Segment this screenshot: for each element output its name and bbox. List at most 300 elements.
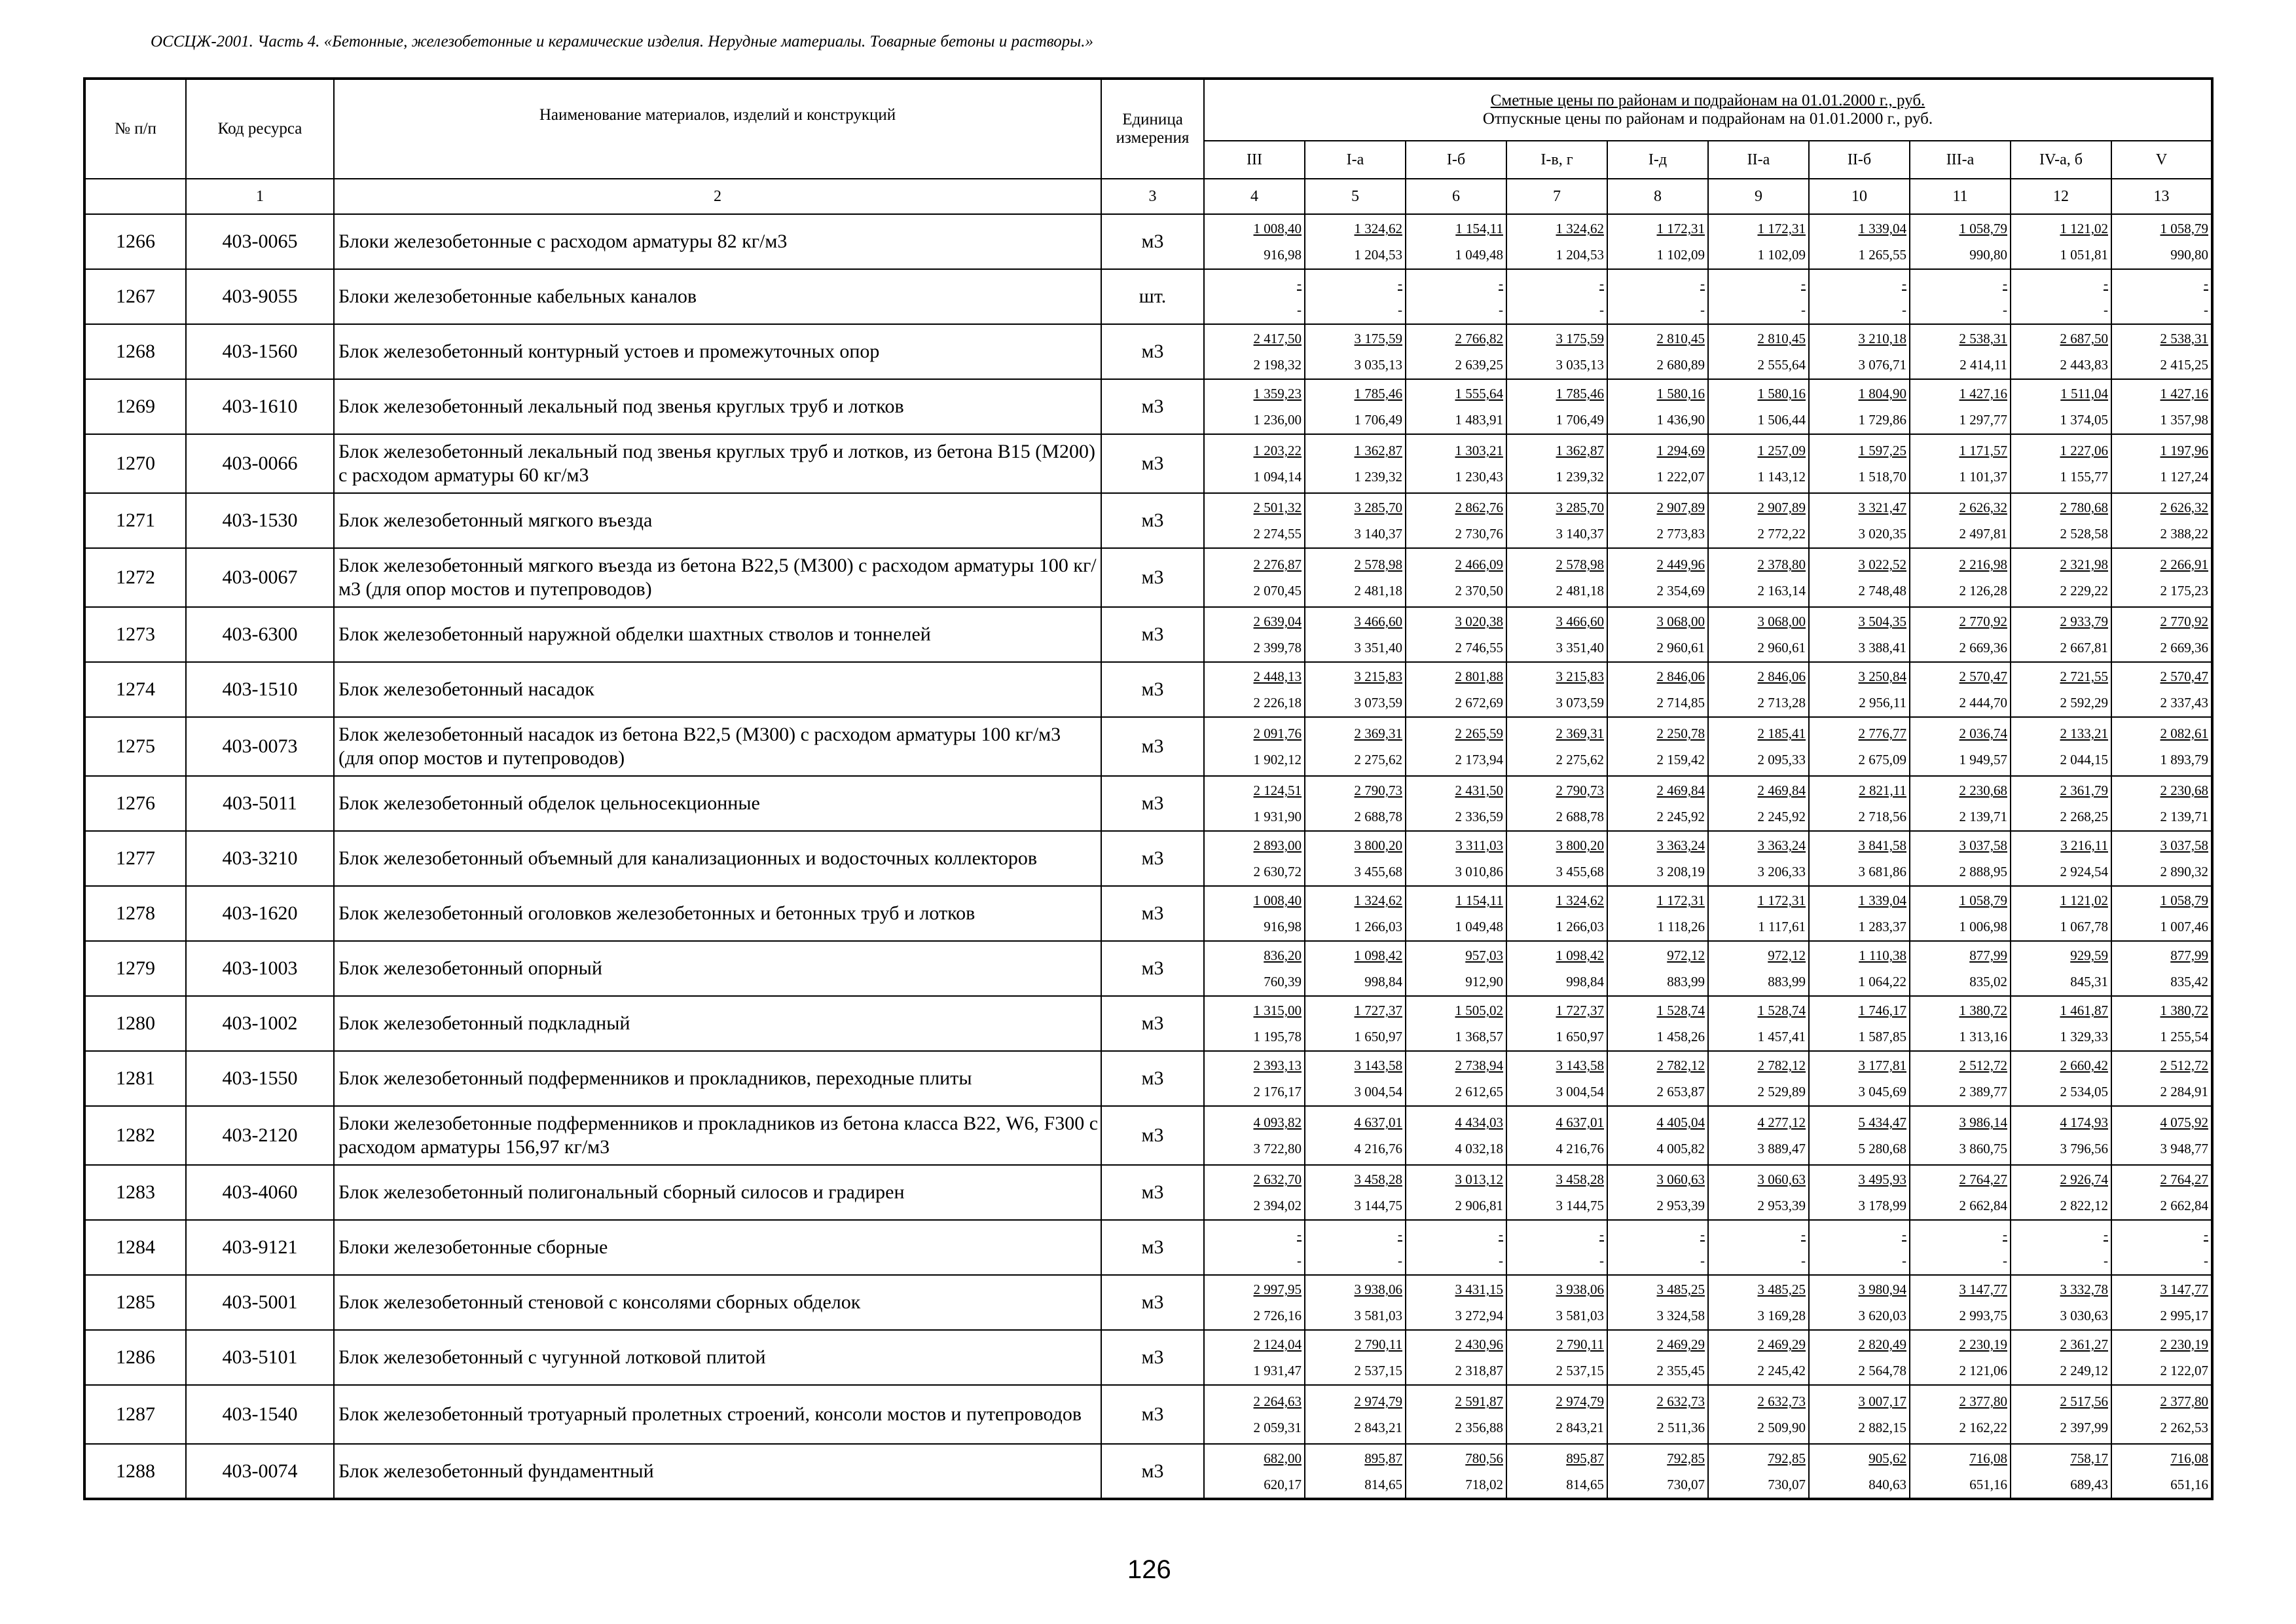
release-price: 1 518,70 <box>1858 469 1906 485</box>
price-cell <box>1305 1165 1406 1220</box>
estimate-price: 1 427,16 <box>2160 386 2209 401</box>
table-row <box>84 434 2212 493</box>
estimate-price: 2 810,45 <box>1656 331 1705 346</box>
table-row <box>84 831 2212 886</box>
estimate-price: 1 257,09 <box>1757 443 1806 458</box>
estimate-price: 3 363,24 <box>1757 838 1806 853</box>
release-price: 1 297,77 <box>1959 412 2007 428</box>
release-price: 2 672,69 <box>1455 695 1503 710</box>
price-cell <box>1708 1051 1809 1106</box>
estimate-price: 2 776,77 <box>1858 726 1906 741</box>
price-cell <box>1607 831 1708 886</box>
table-row <box>84 1165 2212 1220</box>
estimate-price: 1 727,37 <box>1354 1003 1402 1018</box>
release-price: 4 005,82 <box>1656 1141 1705 1156</box>
price-cell <box>1305 717 1406 776</box>
estimate-price: 2 469,29 <box>1656 1337 1705 1352</box>
release-price: 2 397,99 <box>2060 1420 2108 1435</box>
table-row <box>84 493 2212 548</box>
release-price: - <box>1700 1253 1705 1268</box>
price-cell <box>1406 996 1506 1051</box>
estimate-price: 1 058,79 <box>1959 221 2007 236</box>
release-price: 2 354,69 <box>1656 583 1705 599</box>
price-cell <box>1506 214 1607 269</box>
estimate-price: 2 782,12 <box>1757 1058 1806 1073</box>
price-cell <box>1506 1106 1607 1165</box>
price-cell <box>1708 379 1809 434</box>
estimate-price: 1 294,69 <box>1656 443 1705 458</box>
estimate-price: 2 933,79 <box>2060 614 2108 629</box>
estimate-price: 2 893,00 <box>1253 838 1302 853</box>
estimate-price: 1 203,22 <box>1253 443 1302 458</box>
price-cell <box>2011 776 2111 831</box>
unit: м3 <box>1101 548 1204 607</box>
price-cell <box>1809 1051 1910 1106</box>
unit: м3 <box>1101 1444 1204 1499</box>
estimate-price: 3 013,12 <box>1455 1172 1503 1187</box>
release-price: 1 893,79 <box>2160 752 2209 767</box>
estimate-price: 1 362,87 <box>1556 443 1604 458</box>
price-cell <box>1910 941 2011 996</box>
release-price: 1 587,85 <box>1858 1029 1906 1044</box>
estimate-price: 2 926,74 <box>2060 1172 2108 1187</box>
release-price: 2 126,28 <box>1959 583 2007 599</box>
estimate-price: 2 639,04 <box>1253 614 1302 629</box>
material-name: Блок железобетонный насадок <box>334 662 1101 717</box>
price-cell <box>1406 1165 1506 1220</box>
resource-code: 403-1610 <box>186 379 334 434</box>
resource-code: 403-5001 <box>186 1275 334 1330</box>
release-price: 2 726,16 <box>1253 1308 1302 1323</box>
price-cell <box>1607 1165 1708 1220</box>
release-price: 620,17 <box>1264 1476 1302 1492</box>
estimate-price: 792,85 <box>1768 1450 1806 1466</box>
region-header: II-б <box>1809 141 1910 179</box>
estimate-price: - <box>2104 276 2108 291</box>
estimate-price: 3 250,84 <box>1858 669 1906 684</box>
price-cell <box>1406 324 1506 379</box>
release-price: 1 101,37 <box>1959 469 2007 485</box>
release-price: 3 010,86 <box>1455 864 1503 879</box>
price-cell <box>2111 1106 2212 1165</box>
release-price: 2 268,25 <box>2060 809 2108 824</box>
price-cell <box>1204 269 1305 324</box>
price-cell <box>1305 886 1406 941</box>
price-cell <box>2011 1220 2111 1275</box>
release-price: 2 162,22 <box>1959 1420 2007 1435</box>
price-cell <box>2011 1330 2111 1385</box>
estimate-price: 2 448,13 <box>1253 669 1302 684</box>
estimate-price: 2 393,13 <box>1253 1058 1302 1073</box>
price-title-estimate: Сметные цены по районам и подрайонам на 01.01.2000 г., руб. <box>1490 92 1925 109</box>
estimate-price: 2 321,98 <box>2060 557 2108 572</box>
estimate-price: 3 485,25 <box>1757 1282 1806 1297</box>
release-price: 3 073,59 <box>1556 695 1604 710</box>
price-cell <box>1809 776 1910 831</box>
estimate-price: - <box>1700 276 1705 291</box>
release-price: 1 102,09 <box>1656 247 1705 263</box>
row-number: 1272 <box>84 548 186 607</box>
price-cell <box>2111 269 2212 324</box>
release-price: 2 318,87 <box>1455 1363 1503 1378</box>
price-cell <box>1809 548 1910 607</box>
price-cell <box>1708 548 1809 607</box>
release-price: 2 139,71 <box>2160 809 2209 824</box>
price-cell <box>1506 1385 1607 1444</box>
estimate-price: 1 058,79 <box>2160 893 2209 908</box>
page-number: 126 <box>1127 1555 1171 1584</box>
release-price: 3 045,69 <box>1858 1084 1906 1099</box>
price-cell <box>1607 941 1708 996</box>
release-price: 2 675,09 <box>1858 752 1906 767</box>
estimate-price: 2 801,88 <box>1455 669 1503 684</box>
estimate-price: 2 369,31 <box>1354 726 1402 741</box>
row-number: 1268 <box>84 324 186 379</box>
release-price: 2 713,28 <box>1757 695 1806 710</box>
price-cell <box>1607 1444 1708 1499</box>
release-price: 2 956,11 <box>1859 695 1906 710</box>
release-price: 2 176,17 <box>1253 1084 1302 1099</box>
release-price: 1 007,46 <box>2160 919 2209 934</box>
release-price: 1 049,48 <box>1455 919 1503 934</box>
estimate-price: 2 369,31 <box>1556 726 1604 741</box>
unit: м3 <box>1101 1385 1204 1444</box>
resource-code: 403-0067 <box>186 548 334 607</box>
release-price: 2 249,12 <box>2060 1363 2108 1378</box>
release-price: 2 443,83 <box>2060 357 2108 373</box>
document-header: ОССЦЖ-2001. Часть 4. «Бетонные, железобетонные и керамические изделия. Нерудные материалы. Товарные бетоны и растворы.» <box>151 33 1093 50</box>
estimate-price: 957,03 <box>1465 948 1503 963</box>
region-header: II-а <box>1708 141 1809 179</box>
resource-code: 403-9121 <box>186 1220 334 1275</box>
price-cell <box>1305 1385 1406 1444</box>
price-cell <box>1910 996 2011 1051</box>
release-price: 3 144,75 <box>1354 1198 1402 1213</box>
estimate-price: 1 785,46 <box>1556 386 1604 401</box>
estimate-price: 2 185,41 <box>1757 726 1806 741</box>
price-cell <box>2011 662 2111 717</box>
release-price: 814,65 <box>1566 1476 1604 1492</box>
release-price: 2 639,25 <box>1455 357 1503 373</box>
release-price: 1 650,97 <box>1556 1029 1604 1044</box>
release-price: 814,65 <box>1364 1476 1402 1492</box>
estimate-price: 3 332,78 <box>2060 1282 2108 1297</box>
unit: м3 <box>1101 434 1204 493</box>
estimate-price: 929,59 <box>2070 948 2108 963</box>
price-cell <box>1809 1165 1910 1220</box>
estimate-price: 3 321,47 <box>1858 500 1906 515</box>
release-price: 3 030,63 <box>2060 1308 2108 1323</box>
release-price: 2 274,55 <box>1253 526 1302 542</box>
price-cell <box>1305 1051 1406 1106</box>
release-price: 2 843,21 <box>1556 1420 1604 1435</box>
price-cell <box>1910 1051 2011 1106</box>
price-cell <box>1607 1051 1708 1106</box>
column-number: 7 <box>1506 179 1607 214</box>
estimate-price: - <box>2003 1227 2007 1242</box>
price-cell <box>1305 776 1406 831</box>
price-cell <box>1607 1275 1708 1330</box>
price-cell <box>1406 886 1506 941</box>
price-cell <box>1708 269 1809 324</box>
release-price: 2 284,91 <box>2160 1084 2209 1099</box>
estimate-price: 2 766,82 <box>1455 331 1503 346</box>
price-cell <box>1809 717 1910 776</box>
material-name: Блоки железобетонные кабельных каналов <box>334 269 1101 324</box>
price-cell <box>1809 662 1910 717</box>
price-cell <box>2011 1275 2111 1330</box>
release-price: 1 706,49 <box>1556 412 1604 428</box>
price-cell <box>1506 1220 1607 1275</box>
price-cell <box>1406 941 1506 996</box>
price-cell <box>1506 717 1607 776</box>
release-price: 2 748,48 <box>1858 583 1906 599</box>
unit: м3 <box>1101 1220 1204 1275</box>
material-name: Блок железобетонный подкладный <box>334 996 1101 1051</box>
release-price: 689,43 <box>2070 1476 2108 1492</box>
estimate-price: 1 505,02 <box>1455 1003 1503 1018</box>
price-cell <box>2011 214 2111 269</box>
price-cell <box>1910 662 2011 717</box>
estimate-price: 2 820,49 <box>1858 1337 1906 1352</box>
estimate-price: 2 846,06 <box>1656 669 1705 684</box>
price-cell <box>1406 1330 1506 1385</box>
estimate-price: 3 485,25 <box>1656 1282 1705 1297</box>
column-number: 1 <box>186 179 334 214</box>
estimate-price: 877,99 <box>2170 948 2209 963</box>
estimate-price: 2 230,19 <box>1959 1337 2007 1352</box>
estimate-price: 3 216,11 <box>2060 838 2108 853</box>
release-price: 1 102,09 <box>1757 247 1806 263</box>
unit: м3 <box>1101 1165 1204 1220</box>
column-number: 9 <box>1708 179 1809 214</box>
resource-code: 403-4060 <box>186 1165 334 1220</box>
release-price: 2 121,06 <box>1959 1363 2007 1378</box>
price-cell <box>1910 434 2011 493</box>
estimate-price: 5 434,47 <box>1858 1115 1906 1130</box>
price-cell <box>1607 886 1708 941</box>
estimate-price: 3 020,38 <box>1455 614 1503 629</box>
release-price: - <box>2003 302 2007 318</box>
estimate-price: 3 143,58 <box>1556 1058 1604 1073</box>
resource-code: 403-6300 <box>186 607 334 662</box>
release-price: 2 960,61 <box>1757 640 1806 655</box>
release-price: 2 044,15 <box>2060 752 2108 767</box>
column-number: 4 <box>1204 179 1305 214</box>
release-price: 1 117,61 <box>1758 919 1806 934</box>
unit: м3 <box>1101 1051 1204 1106</box>
release-price: 651,16 <box>1969 1476 2007 1492</box>
release-price: 1 266,03 <box>1556 919 1604 934</box>
price-cell <box>2011 324 2111 379</box>
material-name: Блок железобетонный наружной обделки шахтных стволов и тоннелей <box>334 607 1101 662</box>
price-cell <box>1809 1106 1910 1165</box>
estimate-price: 1 098,42 <box>1354 948 1402 963</box>
price-cell <box>2011 493 2111 548</box>
estimate-price: 3 007,17 <box>1858 1393 1906 1409</box>
row-number: 1275 <box>84 717 186 776</box>
estimate-price: 2 469,29 <box>1757 1337 1806 1352</box>
material-name: Блок железобетонный объемный для канализационных и водосточных коллекторов <box>334 831 1101 886</box>
price-cell <box>1607 1385 1708 1444</box>
estimate-price: 1 154,11 <box>1455 221 1503 236</box>
estimate-price: 2 264,63 <box>1253 1393 1302 1409</box>
column-number: 5 <box>1305 179 1406 214</box>
estimate-price: 1 008,40 <box>1253 893 1302 908</box>
material-name: Блок железобетонный оголовков железобетонных и бетонных труб и лотков <box>334 886 1101 941</box>
release-price: 3 324,58 <box>1656 1308 1705 1323</box>
estimate-price: 1 058,79 <box>2160 221 2209 236</box>
region-header: IV-а, б <box>2011 141 2111 179</box>
estimate-price: 4 277,12 <box>1757 1115 1806 1130</box>
estimate-price: 1 528,74 <box>1656 1003 1705 1018</box>
estimate-price: - <box>1297 1227 1302 1242</box>
estimate-price: - <box>1902 1227 1906 1242</box>
price-cell <box>2011 886 2111 941</box>
release-price: 2 229,22 <box>2060 583 2108 599</box>
price-cell <box>1910 717 2011 776</box>
price-cell <box>2011 717 2111 776</box>
price-cell <box>1910 1330 2011 1385</box>
release-price: 1 483,91 <box>1455 412 1503 428</box>
estimate-price: - <box>1801 276 1806 291</box>
release-price: 718,02 <box>1465 1476 1503 1492</box>
release-price: 4 032,18 <box>1455 1141 1503 1156</box>
price-cell <box>1607 548 1708 607</box>
price-cell <box>2111 1275 2212 1330</box>
price-cell <box>1305 324 1406 379</box>
release-price: 1 313,16 <box>1959 1029 2007 1044</box>
estimate-price: - <box>2204 276 2209 291</box>
estimate-price: 2 632,70 <box>1253 1172 1302 1187</box>
release-price: 3 860,75 <box>1959 1141 2007 1156</box>
estimate-price: 4 434,03 <box>1455 1115 1503 1130</box>
release-price: 916,98 <box>1264 247 1302 263</box>
price-cell <box>2111 607 2212 662</box>
release-price: 3 208,19 <box>1656 864 1705 879</box>
release-price: 3 796,56 <box>2060 1141 2108 1156</box>
unit: м3 <box>1101 493 1204 548</box>
estimate-price: 2 538,31 <box>1959 331 2007 346</box>
release-price: 2 095,33 <box>1757 752 1806 767</box>
price-cell <box>1204 379 1305 434</box>
unit: м3 <box>1101 996 1204 1051</box>
release-price: 2 653,87 <box>1656 1084 1705 1099</box>
estimate-price: 1 461,87 <box>2060 1003 2108 1018</box>
estimate-price: 972,12 <box>1768 948 1806 963</box>
price-table <box>83 77 2214 1500</box>
resource-code: 403-5101 <box>186 1330 334 1385</box>
release-price: 1 374,05 <box>2060 412 2108 428</box>
price-cell <box>1506 1165 1607 1220</box>
price-cell <box>2011 1385 2111 1444</box>
release-price: 1 094,14 <box>1253 469 1302 485</box>
price-cell <box>1809 379 1910 434</box>
release-price: 2 175,23 <box>2160 583 2209 599</box>
unit: м3 <box>1101 379 1204 434</box>
col-header-code: Код ресурса <box>186 79 334 179</box>
price-cell <box>1708 214 1809 269</box>
release-price: 2 275,62 <box>1354 752 1402 767</box>
release-price: 3 351,40 <box>1354 640 1402 655</box>
table-row <box>84 996 2212 1051</box>
estimate-price: 3 800,20 <box>1556 838 1604 853</box>
release-price: - <box>1902 1253 1906 1268</box>
row-number: 1277 <box>84 831 186 886</box>
resource-code: 403-3210 <box>186 831 334 886</box>
release-price: 2 388,22 <box>2160 526 2209 542</box>
price-cell <box>1204 548 1305 607</box>
estimate-price: 3 285,70 <box>1556 500 1604 515</box>
price-cell <box>1607 1106 1708 1165</box>
price-cell <box>1506 831 1607 886</box>
release-price: 1 729,86 <box>1858 412 1906 428</box>
estimate-price: 2 265,59 <box>1455 726 1503 741</box>
price-cell <box>1406 717 1506 776</box>
unit: м3 <box>1101 214 1204 269</box>
release-price: 990,80 <box>2170 247 2209 263</box>
price-cell <box>1506 662 1607 717</box>
price-cell <box>1406 214 1506 269</box>
price-cell <box>2111 1051 2212 1106</box>
estimate-price: 3 986,14 <box>1959 1115 2007 1130</box>
release-price: 883,99 <box>1667 974 1705 989</box>
estimate-price: 2 124,51 <box>1253 783 1302 798</box>
table-row <box>84 1051 2212 1106</box>
estimate-price: 3 147,77 <box>1959 1282 2007 1297</box>
price-cell <box>1506 493 1607 548</box>
release-price: 990,80 <box>1969 247 2007 263</box>
estimate-price: 2 782,12 <box>1656 1058 1705 1073</box>
estimate-price: 2 687,50 <box>2060 331 2108 346</box>
release-price: 1 931,47 <box>1253 1363 1302 1378</box>
estimate-price: 3 458,28 <box>1556 1172 1604 1187</box>
price-cell <box>1506 996 1607 1051</box>
release-price: - <box>2104 1253 2108 1268</box>
price-cell <box>1305 493 1406 548</box>
estimate-price: 1 511,04 <box>2060 386 2108 401</box>
estimate-price: 2 764,27 <box>2160 1172 2209 1187</box>
price-cell <box>1910 1165 2011 1220</box>
price-cell <box>1910 379 2011 434</box>
release-price: 1 357,98 <box>2160 412 2209 428</box>
estimate-price: - <box>1398 276 1402 291</box>
price-cell <box>1809 1220 1910 1275</box>
unit: м3 <box>1101 776 1204 831</box>
resource-code: 403-0065 <box>186 214 334 269</box>
table-row <box>84 662 2212 717</box>
estimate-price: 2 512,72 <box>2160 1058 2209 1073</box>
release-price: 1 436,90 <box>1656 412 1705 428</box>
price-cell <box>2011 941 2111 996</box>
estimate-price: - <box>1499 276 1503 291</box>
release-price: 2 497,81 <box>1959 526 2007 542</box>
price-cell <box>1305 434 1406 493</box>
unit: м3 <box>1101 662 1204 717</box>
estimate-price: 2 626,32 <box>2160 500 2209 515</box>
price-cell <box>1607 434 1708 493</box>
release-price: 2 336,59 <box>1455 809 1503 824</box>
estimate-price: 2 780,68 <box>2060 500 2108 515</box>
estimate-price: 1 172,31 <box>1656 893 1705 908</box>
release-price: 1 195,78 <box>1253 1029 1302 1044</box>
price-cell <box>1406 1444 1506 1499</box>
price-cell <box>1809 1275 1910 1330</box>
price-cell <box>1406 1051 1506 1106</box>
estimate-price: - <box>1700 1227 1705 1242</box>
estimate-price: 1 121,02 <box>2060 221 2108 236</box>
release-price: 2 275,62 <box>1556 752 1604 767</box>
